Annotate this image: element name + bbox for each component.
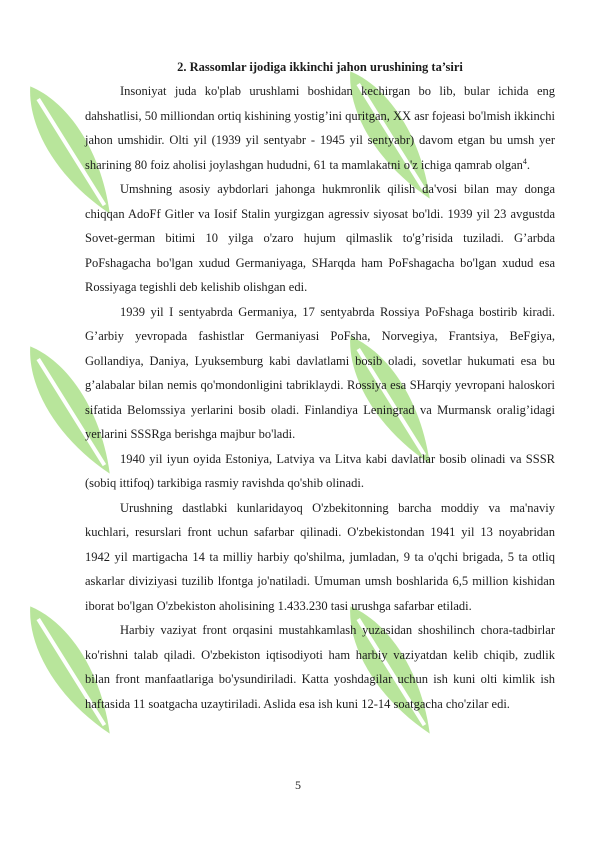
paragraph	[85, 79, 555, 177]
paragraph: 1940 yil iyun oyida Estoniya, Latviya va Litva kabi davlatlar bosib olinadi va SSSR (sobiq ittifoq) tarkibiga rasmiy ravishda qo'shib olinadi.	[85, 451, 555, 490]
footnote-marker[interactable]: 4	[522, 156, 527, 166]
paragraph: Umshning asosiy aybdorlari jahonga hukmronlik qilish da'vosi bilan may donga chiqqan AdoFf Gitler va Iosif Stalin yurgizgan agressiv siyosat bo'ldi. 1939 yil 23 avgustda Sovet-german bitimi 10 yilga o'zaro hujum qilmaslik to'g’risida tuziladi. G’arbda PoFshagacha bo'lgan xudud Germaniyaga, SHarqda ham PoFshagacha bo'lgan xudud esa Rossiyaga tegishli deb kelishib olishgan edi.	[85, 182, 555, 294]
paragraph: 1939 yil I sentyabrda Germaniya, 17 sentyabrda Rossiya PoFshaga bostirib kiradi. G’arbiy yevropada fashistlar Germaniyasi PoFsha, Norvegiya, Frantsiya, BeFgiya, Gollandiya, Daniya, Lyuksemburg kabi davlatlami bosib oladi, sovetlar hukumati esa bu g’alabalar bilan nemis qo'mondonligini tabriklaydi. Rossiya esa SHarqiy yevropani haloskori sifatida Belomssiya yerlarini bosib oladi. Finlandiya Leningrad va Murmansk oralig’idagi yerlarini SSSRga berishga majbur bo'ladi.	[85, 304, 555, 441]
section-heading: 2. Rassomlar ijodiga ikkinchi jahon urushining ta’siri	[177, 60, 463, 74]
paragraph: Urushning dastlabki kunlaridayoq O'zbekitonning barcha moddiy va ma'naviy kuchlari, resurslari front uchun safarbar qilinadi. O'zbekistondan 1941 yil 13 noyabridan 1942 yil martigacha 14 ta milliy harbiy qo'shilma, jumladan, 9 ta o'qchi brigada, 5 ta otliq askarlar diviziyasi tuzilib lfontga jo'natiladi. Umuman umsh boshlarida 6,5 million kishidan iborat bo'lgan O'zbekiston aholisining 1.433.230 tasi urushga safarbar etiladi.	[85, 500, 555, 613]
paragraph-tail: .	[526, 157, 531, 172]
page-number: 5	[295, 778, 301, 792]
paragraph-text: Insoniyat juda ko'plab urushlami boshidan kechirgan bo lib, bular ichida eng dahshatlisi, 50 milliondan ortiq kishining yostig’ini quritgan, XX asr fojeasi bo'lmish ikkinchi jahon umshidir. Olti yil (1939 yil sentyabr - 1945 yil sentyabr) davom etgan bu umsh yer sharining 80 foiz aholisi joylashgan hududni, 61 ta mamlakatni o'z ichiga qamrab olgan	[85, 84, 555, 172]
document-body	[85, 55, 555, 716]
paragraph: Harbiy vaziyat front orqasini mustahkamlash yuzasidan shoshilinch chora-tadbirlar ko'rishni talab qiladi. O'zbekiston iqtisodiyoti ham harbiy vaziyatdan kelib chiqib, zudlik bilan front manfaatlariga bo'ysundiriladi. Katta yoshdagilar uchun ish kuni olti kimlik ish haftasida 11 soatgacha uzaytiriladi. Aslida esa ish kuni 12-14 soatgacha cho'zilar edi.	[85, 623, 555, 711]
